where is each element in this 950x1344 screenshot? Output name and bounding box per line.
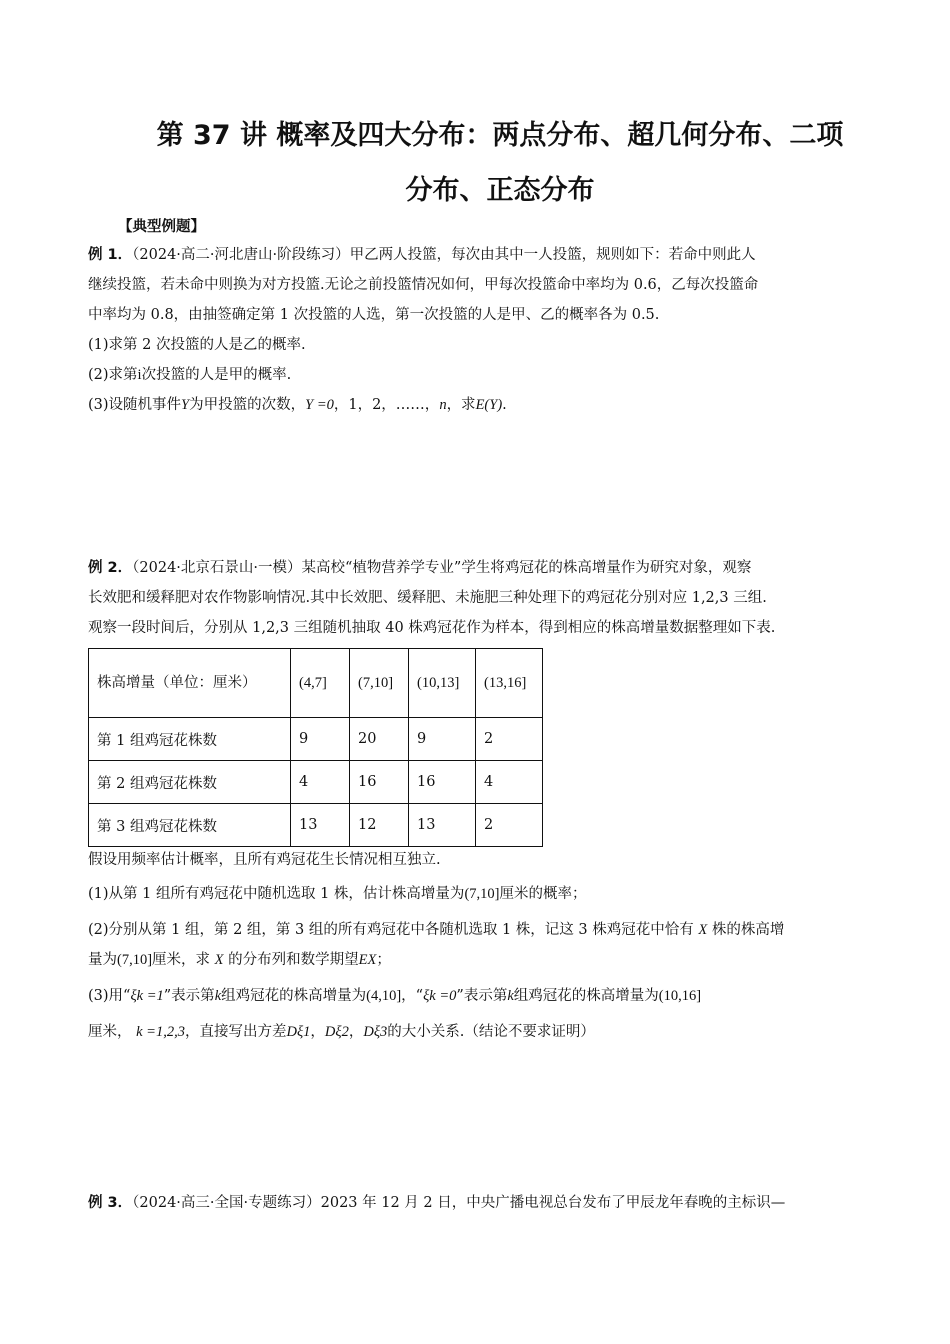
table-row: 第 3 组鸡冠花株数 13 12 13 2: [89, 804, 543, 847]
example-3: 例 3．（2024·高三·全国·专题练习）2023 年 12 月 2 日，中央广播电视总台发布了甲辰龙年春晚的主标识—: [88, 1195, 786, 1211]
table-header-cell: (7,10]: [350, 649, 409, 718]
example-1-label: 例 1．: [88, 247, 133, 263]
example-2: 例 2．（2024·北京石景山·一模）某高校“植物营养学专业”学生将鸡冠花的株高增量作为研究对象，观察 长效肥和缓释肥对农作物影响情况.其中长效肥、缓释肥、未施肥三种处理下的鸡冠花分别对应 1,2,3 三组. 观察一段时间后，分别从 1,2,3 三组随机抽取 40 株鸡冠花作为样本，得到相应的株高增量数据整理如下表.: [88, 560, 776, 636]
table-header-cell: (13,16]: [476, 649, 543, 718]
example-2-q1: (1)从第 1 组所有鸡冠花中随机选取 1 株，估计株高增量为(7,10]厘米的概率；: [88, 886, 587, 902]
title-line-2: 分布、正态分布: [405, 175, 595, 206]
example-2-q2: (2)分别从第 1 组，第 2 组，第 3 组的所有鸡冠花中各随机选取 1 株，记这 3 株鸡冠花中恰有 X 株的株高增: [88, 922, 785, 938]
example-3-label: 例 3．: [88, 1195, 133, 1211]
table-row: 第 1 组鸡冠花株数 9 20 9 2: [89, 718, 543, 761]
table-header-cell: (10,13]: [409, 649, 476, 718]
table-header-cell: (4,7]: [291, 649, 350, 718]
example-2-label: 例 2．: [88, 560, 133, 576]
example-2-assumption: 假设用频率估计概率，且所有鸡冠花生长情况相互独立.: [88, 852, 441, 868]
example-2-q3: (3)用“ξk =1”表示第k组鸡冠花的株高增量为(4,10]，“ξk =0”表示第k组鸡冠花的株高增量为(10,16]: [88, 988, 702, 1004]
growth-table: [88, 648, 543, 847]
example-1: 例 1．（2024·高二·河北唐山·阶段练习）甲乙两人投篮，每次由其中一人投篮，规则如下：若命中则此人 继续投篮，若未命中则换为对方投篮.无论之前投篮情况如何，甲每次投篮命中率均为 0.6，乙每次投篮命 中率均为 0.8，由抽签确定第 1 次投篮的人选，第一次投篮的人是甲、乙的概率各为 0.5. (1)求第 2 次投篮的人是乙的概率. (2)求第i次投篮的人是甲的概率. (3)设随机事件Y为甲投篮的次数，Y =0，1，2，……，n，求E(Y).: [88, 240, 868, 420]
example-1-q3: (3)设随机事件Y为甲投篮的次数，Y =0，1，2，……，n，求E(Y).: [88, 397, 507, 413]
title-line-1: 第 37 讲 概率及四大分布：两点分布、超几何分布、二项: [156, 120, 844, 151]
page-title: [120, 108, 880, 218]
table-header-cell: 株高增量（单位：厘米）: [89, 649, 291, 718]
table-row: 第 2 组鸡冠花株数 4 16 16 4: [89, 761, 543, 804]
example-1-q2: (2)求第i次投篮的人是甲的概率.: [88, 367, 292, 383]
example-1-q1: (1)求第 2 次投篮的人是乙的概率.: [88, 337, 306, 353]
section-heading: 【典型例题】: [118, 219, 205, 235]
example-2-questions: 假设用频率估计概率，且所有鸡冠花生长情况相互独立. (1)从第 1 组所有鸡冠花中随机选取 1 株，估计株高增量为(7,10]厘米的概率； (2)分别从第 1 组，第 2 组，第 3 组的所有鸡冠花中各随机选取 1 株，记这 3 株鸡冠花中恰有 X 株的株高增 量为(7,10]厘米，求 X 的分布列和数学期望EX； (3)用“ξk =1”表示第k组鸡冠花的株高增量为(4,10]，“ξk =0”表示第k组鸡冠花的株高增量为(10,16] 厘米， k =1,2,3，直接写出方差Dξ1，Dξ2，Dξ3的大小关系.（结论不要求证明）: [88, 845, 868, 1047]
